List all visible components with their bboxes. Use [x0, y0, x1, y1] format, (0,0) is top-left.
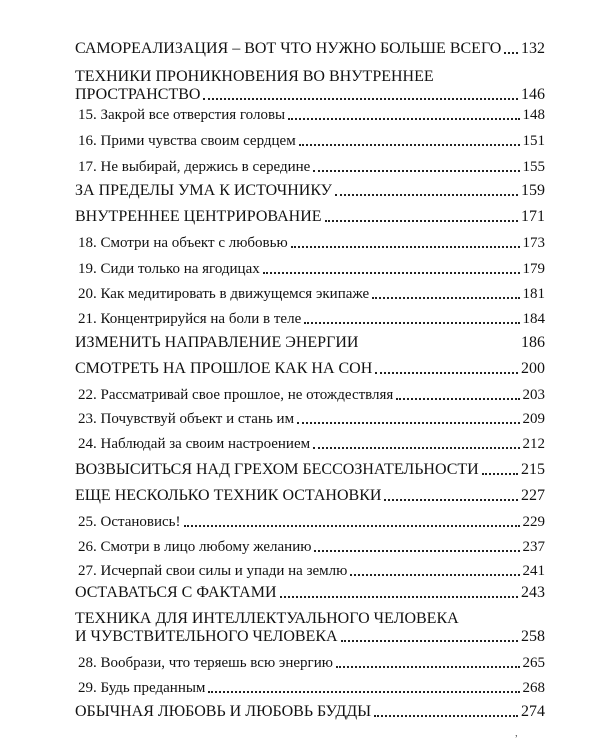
dot-leader — [203, 98, 518, 100]
toc-entry-title: 29. Будь преданным — [78, 680, 206, 696]
toc-entry — [75, 584, 545, 602]
toc-entry-page: 212 — [522, 436, 545, 452]
toc-entry-title: 15. Закрой все отверстия головы — [78, 107, 286, 123]
toc-entry-title: 22. Рассматривай свое прошлое, не отождествляя — [78, 387, 394, 403]
dot-leader — [208, 691, 519, 693]
toc-entry-page: 173 — [522, 235, 545, 251]
toc-entry — [75, 334, 545, 352]
toc-entry-page: 132 — [521, 40, 545, 57]
toc-entry — [75, 182, 545, 200]
toc-entry-title: ВНУТРЕННЕЕ ЦЕНТРИРОВАНИЕ — [75, 208, 322, 225]
toc-entry — [78, 513, 545, 531]
toc-entry — [78, 538, 545, 556]
toc-entry — [78, 132, 545, 150]
corner-mark: , — [515, 727, 518, 739]
toc-entry-title: 19. Сиди только на ягодицах — [78, 261, 260, 277]
toc-entry-title: ЕЩЕ НЕСКОЛЬКО ТЕХНИК ОСТАНОВКИ — [75, 487, 382, 504]
dot-leader — [263, 272, 520, 274]
toc-entry-page: 209 — [522, 411, 545, 427]
toc-entry-page: 229 — [522, 514, 545, 530]
toc-entry-title: ОСТАВАТЬСЯ С ФАКТАМИ — [75, 584, 277, 601]
toc-entry-title: 20. Как медитировать в движущемся экипаже — [78, 286, 370, 302]
dot-leader — [375, 372, 518, 374]
toc-entry-title: 18. Смотри на объект с любовью — [78, 235, 288, 251]
toc-entry-page: 237 — [522, 539, 545, 555]
dot-leader — [304, 322, 519, 324]
toc-entry-page: 155 — [522, 159, 545, 175]
toc-entry-title-line1: ТЕХНИКА ДЛЯ ИНТЕЛЛЕКТУАЛЬНОГО ЧЕЛОВЕКА — [75, 610, 459, 627]
toc-entry-page: 215 — [521, 461, 545, 478]
toc-entry-title: 17. Не выбирай, держись в середине — [78, 159, 311, 175]
toc-entry — [75, 487, 545, 505]
toc-entry — [78, 158, 545, 176]
toc-entry — [78, 562, 545, 580]
toc-entry — [78, 386, 545, 404]
toc-entry-title-line2: ПРОСТРАНСТВО — [75, 86, 201, 103]
dot-leader — [482, 473, 518, 475]
toc-entry — [75, 703, 545, 721]
dot-leader — [297, 422, 519, 424]
toc-entry-title: ОБЫЧНАЯ ЛЮБОВЬ И ЛЮБОВЬ БУДДЫ — [75, 703, 372, 720]
dot-leader — [504, 52, 518, 54]
toc-entry — [75, 610, 545, 646]
toc-entry-page: 151 — [522, 133, 545, 149]
toc-entry-page: 179 — [522, 261, 545, 277]
toc-entry — [75, 40, 545, 58]
toc-entry-page: 186 — [521, 334, 545, 351]
toc-entry-page: 181 — [522, 286, 545, 302]
toc-entry — [78, 106, 545, 124]
dot-leader — [325, 220, 518, 222]
toc-entry-page: 148 — [522, 107, 545, 123]
toc-entry-title-line1: ТЕХНИКИ ПРОНИКНОВЕНИЯ ВО ВНУТРЕННЕЕ — [75, 68, 434, 85]
toc-entry-page: 258 — [521, 628, 545, 645]
toc-entry — [78, 234, 545, 252]
dot-leader — [361, 346, 518, 348]
toc-entry — [78, 679, 545, 697]
toc-entry-title: ВОЗВЫСИТЬСЯ НАД ГРЕХОМ БЕССОЗНАТЕЛЬНОСТИ — [75, 461, 479, 478]
dot-leader — [384, 499, 518, 501]
toc-entry-page: 184 — [522, 311, 545, 327]
toc-entry — [75, 360, 545, 378]
toc-entry-title: ИЗМЕНИТЬ НАПРАВЛЕНИЕ ЭНЕРГИИ — [75, 334, 359, 351]
dot-leader — [313, 447, 519, 449]
dot-leader — [184, 525, 520, 527]
toc-entry-title: 27. Исчерпай свои силы и упади на землю — [78, 563, 348, 579]
toc-entry-title: САМОРЕАЛИЗАЦИЯ – ВОТ ЧТО НУЖНО БОЛЬШЕ ВСЕГО — [75, 40, 502, 57]
toc-entry — [78, 285, 545, 303]
dot-leader — [335, 194, 518, 196]
toc-entry-page: 227 — [521, 487, 545, 504]
toc-entry — [75, 68, 545, 104]
toc-entry — [78, 260, 545, 278]
toc-entry-title: ЗА ПРЕДЕЛЫ УМА К ИСТОЧНИКУ — [75, 182, 332, 199]
toc-entry-title-line2: И ЧУВСТВИТЕЛЬНОГО ЧЕЛОВЕКА — [75, 628, 338, 645]
toc-entry-page: 243 — [521, 584, 545, 601]
dot-leader — [341, 640, 518, 642]
dot-leader — [299, 144, 520, 146]
dot-leader — [350, 574, 519, 576]
toc-entry-page: 241 — [522, 563, 545, 579]
dot-leader — [314, 550, 519, 552]
toc-entry-page: 265 — [522, 655, 545, 671]
toc-entry — [78, 435, 545, 453]
toc-entry-title: 26. Смотри в лицо любому желанию — [78, 539, 312, 555]
toc-entry-title: 25. Остановись! — [78, 514, 181, 530]
dot-leader — [336, 666, 520, 668]
toc-entry-title: СМОТРЕТЬ НА ПРОШЛОЕ КАК НА СОН — [75, 360, 373, 377]
dot-leader — [313, 170, 519, 172]
toc-entry-page: 200 — [521, 360, 545, 377]
dot-leader — [396, 398, 519, 400]
toc-entry-title: 23. Почувствуй объект и стань им — [78, 411, 295, 427]
dot-leader — [374, 715, 518, 717]
toc-entry — [78, 654, 545, 672]
toc-entry-title: 24. Наблюдай за своим настроением — [78, 436, 311, 452]
dot-leader — [288, 118, 519, 120]
dot-leader — [372, 297, 519, 299]
toc-entry-title: 16. Прими чувства своим сердцем — [78, 133, 296, 149]
toc-entry-page: 268 — [522, 680, 545, 696]
toc-entry-title: 21. Концентрируйся на боли в теле — [78, 311, 302, 327]
toc-entry-page: 146 — [521, 86, 545, 103]
toc-entry — [78, 310, 545, 328]
dot-leader — [291, 246, 520, 248]
toc-entry-page: 171 — [521, 208, 545, 225]
toc-entry-page: 203 — [522, 387, 545, 403]
dot-leader — [280, 596, 518, 598]
toc-entry-page: 159 — [521, 182, 545, 199]
toc-entry-title: 28. Вообрази, что теряешь всю энергию — [78, 655, 333, 671]
toc-entry — [78, 410, 545, 428]
toc-entry — [75, 461, 545, 479]
toc-entry-page: 274 — [521, 703, 545, 720]
toc-entry — [75, 208, 545, 226]
